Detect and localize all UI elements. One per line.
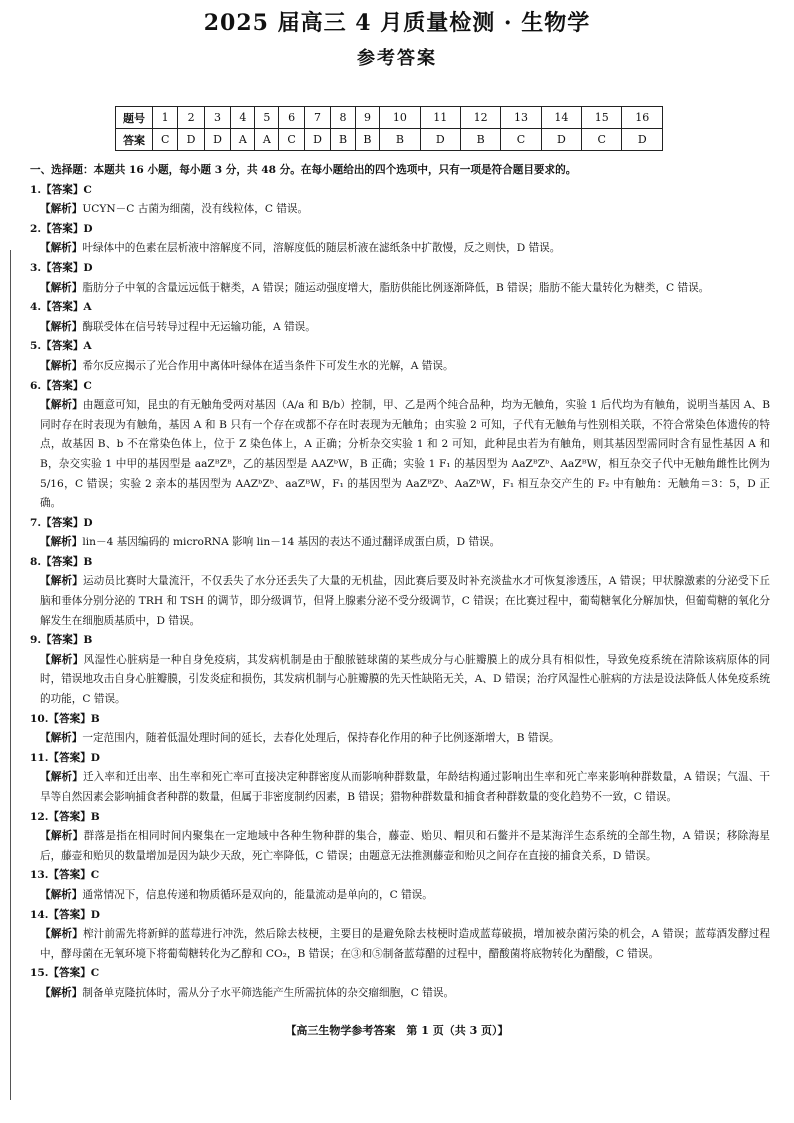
question-item xyxy=(30,298,770,337)
question-number-row xyxy=(116,107,663,129)
explanation-tag: 【解析】 xyxy=(40,830,84,843)
answer-cell: A xyxy=(255,129,279,151)
question-item xyxy=(30,964,770,1003)
question-number-cell: 1 xyxy=(153,107,178,129)
explanation-tag: 【解析】 xyxy=(40,888,83,901)
explanation-tag: 【解析】 xyxy=(40,203,83,216)
question-number-cell: 2 xyxy=(178,107,204,129)
question-answer: 5.【答案】A xyxy=(30,340,92,353)
answer-cell: B xyxy=(460,129,500,151)
explanation-tag: 【解析】 xyxy=(40,986,83,999)
answer-cell: D xyxy=(304,129,330,151)
question-explanation-block xyxy=(30,768,770,807)
question-answer: 11.【答案】D xyxy=(30,751,100,764)
explanation-tag: 【解析】 xyxy=(40,536,83,549)
question-item xyxy=(30,906,770,965)
question-explanation-block xyxy=(30,533,770,553)
question-item xyxy=(30,553,770,631)
question-answer: 12.【答案】B xyxy=(30,810,100,823)
answer-header: 答案 xyxy=(116,129,153,151)
explanation-text: 由题意可知，昆虫的有无触角受两对基因（A/a 和 B/b）控制，甲、乙是两个纯合品种，均为无触角，实验 1 后代均为有触角，说明当基因 A、B 同时存在时表现为有触角，基因 A 和 B 只有一个存在或都不存在时表现为无触角；由实验 2 可知，子代有无触角与性别相关联，不符合常染色体遗传的特点，故基因 B、b 不在常染色体上，位于 Z 染色体上，A 正确；分析杂交实验 1 和 2 可知，此种昆虫若为有触角，则其基因型需同时含有显性基因 A 和 B，杂交实验 1 中甲的基因型是 aaZᴮZᴮ，乙的基因型是 AAZᵇW，B 正确；实验 1 F₁ 的基因型为 AaZᴮZᵇ、AaZᴮW，相互杂交子代中无触角雌性比例为 5/16，C 错误；实验 2 亲本的基因型为 AAZᵇZᵇ、aaZᴮW，F₁ 的基因型为 AaZᴮZᵇ、AaZᵇW，F₁ 相互杂交产生的 F₂ 中有触角：无触角＝3：5，D 正确。 xyxy=(40,399,771,510)
question-explanation-block xyxy=(30,984,770,1004)
question-explanation-block xyxy=(30,572,770,631)
answer-table xyxy=(115,106,663,151)
explanation-tag: 【解析】 xyxy=(40,320,83,333)
question-answer: 9.【答案】B xyxy=(30,634,93,647)
explanation-text: 希尔反应揭示了光合作用中离体叶绿体在适当条件下可发生水的光解，A 错误。 xyxy=(82,359,454,372)
question-answer: 14.【答案】D xyxy=(30,908,100,921)
answer-cell: D xyxy=(622,129,663,151)
question-explanation-block xyxy=(30,651,770,710)
explanation-text: 迁入率和迁出率、出生率和死亡率可直接决定种群密度从而影响种群数量，年龄结构通过影响出生率和死亡率来影响种群数量，A 错误；气温、干旱等自然因素会影响捕食者种群的数量，但属于非密度制约因素，B 错误；猎物种群数量和捕食者种群数量的变化趋势不一致，C 错误。 xyxy=(40,771,771,803)
question-number-cell: 6 xyxy=(279,107,304,129)
question-number-cell: 4 xyxy=(231,107,255,129)
answer-cell: D xyxy=(541,129,581,151)
section-heading: 一、选择题：本题共 16 小题，每小题 3 分，共 48 分。在每小题给出的四个选项中，只有一项是符合题目要求的。 xyxy=(30,164,577,176)
question-item xyxy=(30,514,770,553)
question-explanation-block xyxy=(30,729,770,749)
explanation-text: 脂肪分子中氧的含量远远低于糖类，A 错误；随运动强度增大，脂肪供能比例逐渐降低，B 错误；脂肪不能大量转化为糖类，C 错误。 xyxy=(82,281,710,294)
page-subtitle: 参考答案 xyxy=(357,48,437,69)
explanation-tag: 【解析】 xyxy=(40,359,83,372)
question-answer: 3.【答案】D xyxy=(30,261,93,274)
explanation-text: 制备单克隆抗体时，需从分子水平筛选能产生所需抗体的杂交瘤细胞，C 错误。 xyxy=(82,986,455,999)
explanation-tag: 【解析】 xyxy=(40,732,83,745)
question-number-cell: 13 xyxy=(501,107,541,129)
question-number-cell: 16 xyxy=(622,107,663,129)
question-item xyxy=(30,631,770,709)
answer-cell: D xyxy=(178,129,204,151)
page-footer: 【高三生物学参考答案 第 1 页（共 3 页）】 xyxy=(285,1024,509,1037)
question-explanation-block xyxy=(30,827,770,866)
question-item xyxy=(30,337,770,376)
question-number-cell: 12 xyxy=(460,107,500,129)
answer-cell: C xyxy=(582,129,622,151)
explanation-text: 风湿性心脏病是一种自身免疫病，其发病机制是由于酿脓链球菌的某些成分与心脏瓣膜上的成分具有相似性，导致免疫系统在清除该病原体的同时，错误地攻击自身心脏瓣膜，引发炎症和损伤，其发病机制与心脏瓣膜的先天性缺陷无关，A、D 错误；治疗风湿性心脏病的方法是设法降低人体免疫系统的功能，C 错误。 xyxy=(40,653,771,706)
explanation-tag: 【解析】 xyxy=(40,928,83,941)
explanation-text: lin－4 基因编码的 microRNA 影响 lin－14 基因的表达不通过翻译成蛋白质，D 错误。 xyxy=(82,536,501,549)
question-explanation-block xyxy=(30,239,770,259)
question-item xyxy=(30,808,770,867)
question-number-cell: 8 xyxy=(331,107,355,129)
explanation-tag: 【解析】 xyxy=(40,653,84,666)
question-answer: 7.【答案】D xyxy=(30,516,93,529)
question-explanation-block xyxy=(30,200,770,220)
explanation-text: 群落是指在相同时间内聚集在一定地域中各种生物种群的集合，藤壶、贻贝、帽贝和石鳖并不是某海洋生态系统的全部生物，A 错误；移除海星后，藤壶和贻贝的数量增加是因为缺少天敌，死亡率降低，C 错误；由题意无法推测藤壶和贻贝之间存在直接的捕食关系，D 错误。 xyxy=(40,830,770,862)
question-item xyxy=(30,181,770,220)
page-title: 2025 届高三 4 月质量检测 · 生物学 xyxy=(203,10,591,36)
explanation-text: 叶绿体中的色素在层析液中溶解度不同，溶解度低的随层析液在滤纸条中扩散慢，反之则快，D 错误。 xyxy=(82,242,561,255)
question-answer: 15.【答案】C xyxy=(30,967,100,980)
explanation-text: 运动员比赛时大量流汗，不仅丢失了水分还丢失了大量的无机盐，因此赛后要及时补充淡盐水才可恢复渗透压，A 错误；甲状腺激素的分泌受下丘脑和垂体分别分泌的 TRH 和 TSH 的调节，即分级调节，但肾上腺素分泌不受分级调节，C 错误；在比赛过程中，葡萄糖氧化分解加快，但葡萄糖的氧化分解发生在细胞质基质中，D 错误。 xyxy=(40,575,771,627)
question-number-cell: 9 xyxy=(355,107,379,129)
question-number-cell: 3 xyxy=(204,107,230,129)
explanation-tag: 【解析】 xyxy=(40,281,83,294)
answer-cell: C xyxy=(501,129,541,151)
question-explanation-block xyxy=(30,318,770,338)
question-explanation-block xyxy=(30,886,770,906)
answer-cell: C xyxy=(279,129,304,151)
question-answer: 10.【答案】B xyxy=(30,712,100,725)
answer-cell: B xyxy=(355,129,379,151)
answer-cell: D xyxy=(420,129,460,151)
explanation-text: UCYN－C 古菌为细菌，没有线粒体，C 错误。 xyxy=(82,203,309,216)
answer-cell: D xyxy=(204,129,230,151)
question-item xyxy=(30,710,770,749)
content-body xyxy=(30,161,770,1004)
question-explanation-block xyxy=(30,925,770,964)
question-explanation-block xyxy=(30,279,770,299)
question-item xyxy=(30,377,770,514)
question-explanation-block xyxy=(30,396,770,514)
margin-line xyxy=(10,250,11,1100)
question-number-cell: 15 xyxy=(582,107,622,129)
question-answer: 13.【答案】C xyxy=(30,869,100,882)
question-number-cell: 7 xyxy=(304,107,330,129)
question-item xyxy=(30,259,770,298)
answer-cell: A xyxy=(231,129,255,151)
answer-cell: C xyxy=(153,129,178,151)
explanation-text: 通常情况下，信息传递和物质循环是双向的，能量流动是单向的，C 错误。 xyxy=(82,888,433,901)
explanation-tag: 【解析】 xyxy=(40,399,83,412)
question-number-cell: 11 xyxy=(420,107,460,129)
question-answer: 6.【答案】C xyxy=(30,379,92,392)
question-number-cell: 10 xyxy=(380,107,420,129)
explanation-text: 酶联受体在信号转导过程中无运输功能，A 错误。 xyxy=(82,320,316,333)
question-explanation-block xyxy=(30,357,770,377)
question-answer: 4.【答案】A xyxy=(30,301,92,314)
explanation-text: 一定范围内，随着低温处理时间的延长，去春化处理后，保持春化作用的种子比例逐渐增大，B 错误。 xyxy=(82,732,560,745)
question-number-cell: 14 xyxy=(541,107,581,129)
answer-cell: B xyxy=(380,129,420,151)
question-list xyxy=(30,181,770,1004)
question-answer: 2.【答案】D xyxy=(30,222,93,235)
question-item xyxy=(30,749,770,808)
explanation-text: 榨汁前需先将新鲜的蓝莓进行冲洗，然后除去枝梗，主要目的是避免除去枝梗时造成蓝莓破损，增加被杂菌污染的机会，A 错误；蓝莓酒发酵过程中，酵母菌在无氧环境下将葡萄糖转化为乙醇和 CO₂，B 错误；在③和⑤制备蓝莓醋的过程中，醋酸菌将底物转化为醋酸，C 错误。 xyxy=(40,928,771,960)
question-answer: 8.【答案】B xyxy=(30,555,93,568)
explanation-tag: 【解析】 xyxy=(40,575,83,588)
answer-row xyxy=(116,129,663,151)
answer-cell: B xyxy=(331,129,355,151)
question-item xyxy=(30,220,770,259)
question-number-header: 题号 xyxy=(116,107,153,129)
question-item xyxy=(30,866,770,905)
explanation-tag: 【解析】 xyxy=(40,771,83,784)
question-number-cell: 5 xyxy=(255,107,279,129)
question-answer: 1.【答案】C xyxy=(30,183,92,196)
explanation-tag: 【解析】 xyxy=(40,242,83,255)
